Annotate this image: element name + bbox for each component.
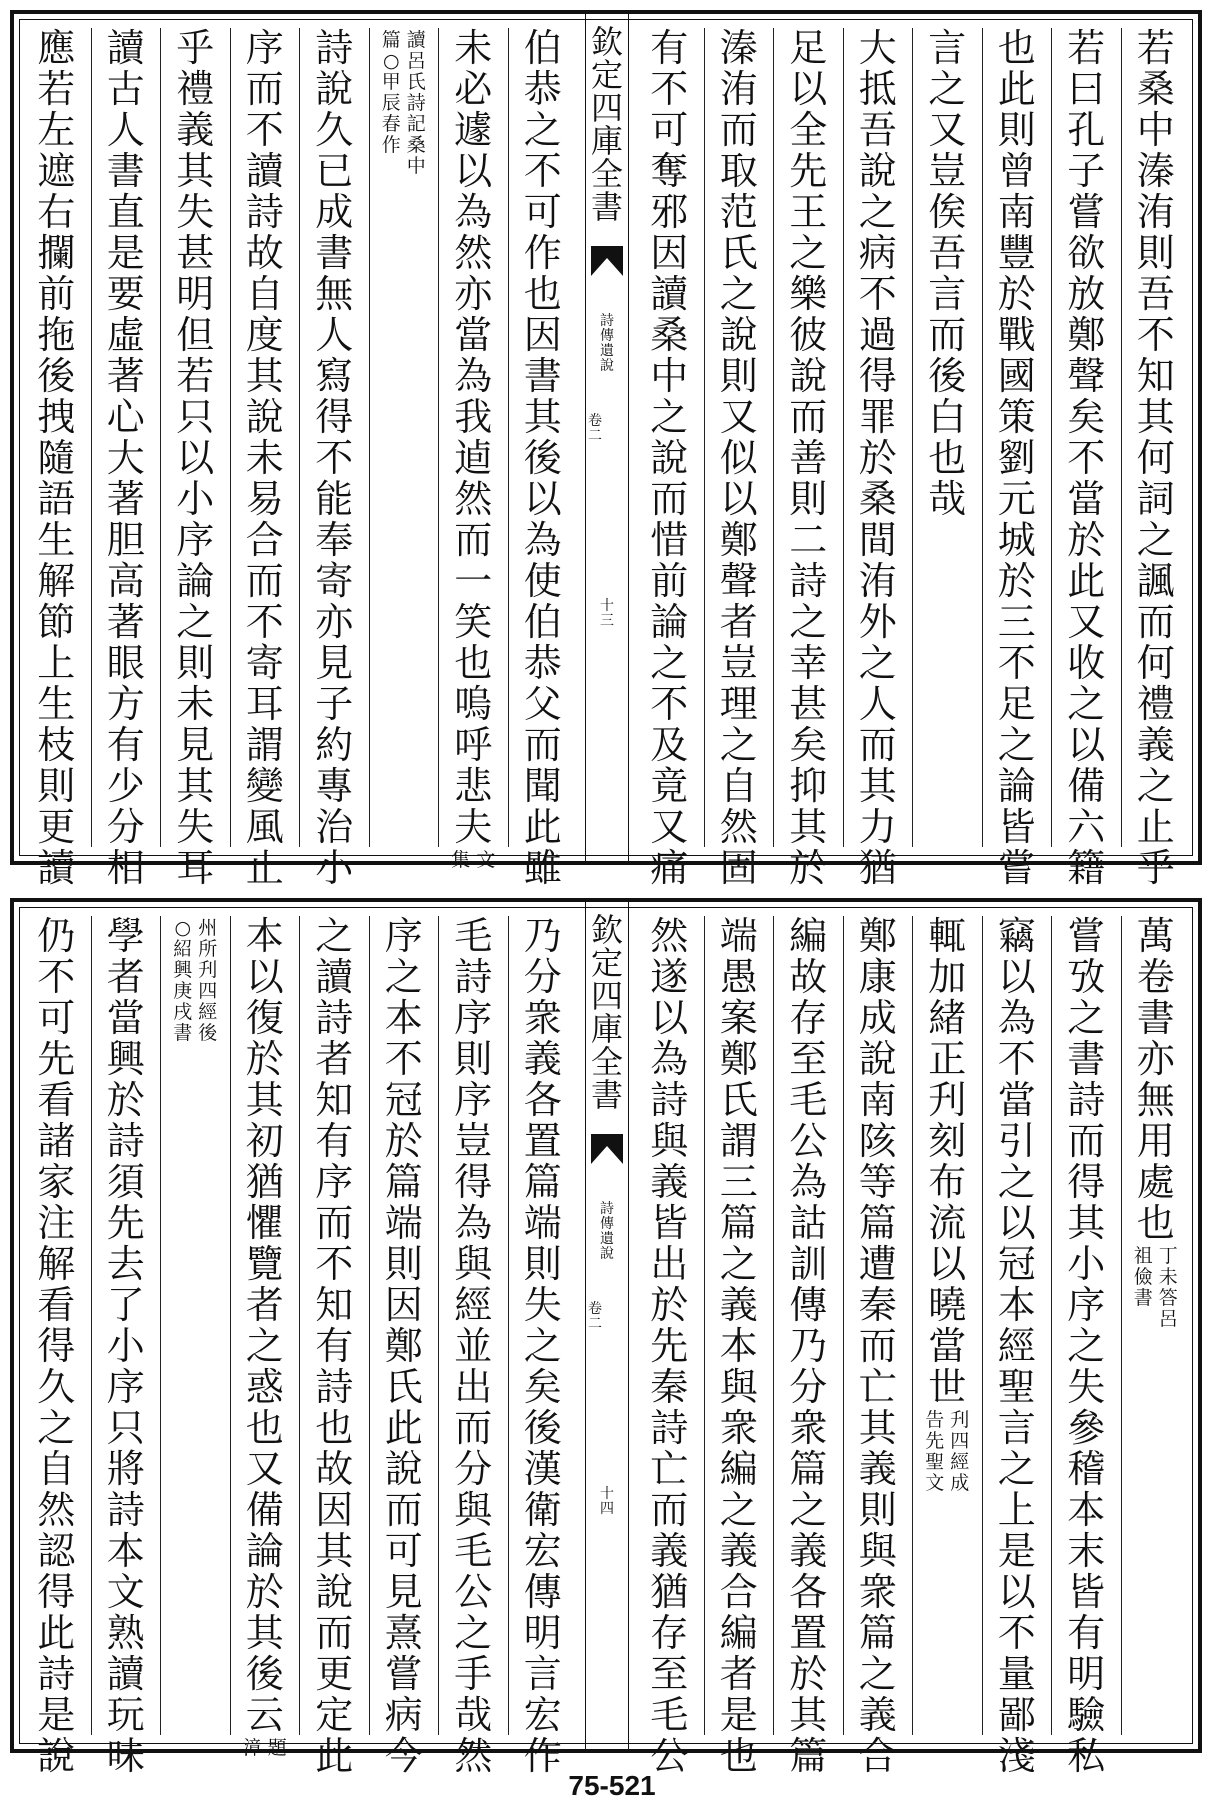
half-leaf-right — [627, 902, 1198, 1778]
text-column — [160, 916, 230, 1735]
column-main-text: 然 遂 以 為 詩 與 義 皆 出 於 先 秦 詩 亡 而 義 猶 存 至 毛 公 — [650, 914, 689, 1778]
note-line: 題 — [267, 1737, 287, 1759]
note-line: 集 — [451, 849, 471, 871]
page-footer-number: 75-521 — [568, 1770, 656, 1801]
half-leaf-right — [627, 14, 1198, 890]
banxin-juan: 卷 二 — [588, 413, 602, 444]
banxin-title: 欽 定 四 庫 全 書 — [590, 23, 623, 226]
note-line: 文 — [476, 849, 496, 871]
text-column — [438, 26, 508, 871]
text-column — [22, 26, 91, 890]
banxin-book-name: 詩 傳 遺 說 — [600, 313, 614, 374]
column-main-text: 乎 禮 義 其 失 甚 明 但 若 只 以 小 序 論 之 則 未 見 其 失 耳 — [176, 26, 215, 890]
book-page-bottom — [10, 898, 1202, 1778]
column-main-text: 序 之 本 不 冠 於 篇 端 則 因 鄭 氏 此 說 而 可 見 熹 嘗 病 今 — [384, 914, 423, 1778]
note-line: 州 所 刋 四 經 後 — [198, 917, 218, 1044]
text-column — [704, 26, 774, 890]
text-column — [843, 914, 913, 1778]
text-column — [635, 914, 704, 1778]
column-main-text: 也 此 則 曾 南 豐 於 戰 國 策 劉 元 城 於 三 不 足 之 論 皆 嘗 — [997, 26, 1036, 890]
text-column — [369, 914, 439, 1778]
column-main-text: 溱 洧 而 取 范 氏 之 說 則 又 似 以 鄭 聲 者 豈 理 之 自 然 固 — [719, 26, 758, 890]
column-main-text: 大 抵 吾 說 之 病 不 過 得 罪 於 桑 間 洧 外 之 人 而 其 力 猶 — [858, 26, 897, 890]
note-line: 讀 呂 氏 詩 記 桑 中 — [406, 29, 426, 177]
text-column — [773, 26, 843, 890]
banxin-book-name: 詩 傳 遺 說 — [600, 1201, 614, 1262]
column-main-text: 毛 詩 序 則 序 豈 得 為 與 經 並 出 而 分 與 毛 公 之 手 哉 然 — [454, 914, 493, 1778]
text-column — [369, 28, 439, 847]
column-main-text: 嘗 攷 之 書 詩 而 得 其 小 序 之 失 參 稽 本 末 皆 有 明 驗 私 — [1067, 914, 1106, 1778]
text-column — [843, 26, 913, 890]
note-line: 告 先 聖 文 — [925, 1409, 945, 1494]
column-main-text: 詩 說 久 已 成 書 無 人 寫 得 不 能 奉 寄 亦 見 子 約 專 治 小 — [315, 26, 354, 890]
note-line: 祖 儉 書 — [1133, 1245, 1153, 1309]
text-column — [773, 914, 843, 1778]
column-main-text: 乃 分 衆 義 各 置 篇 端 則 失 之 矣 後 漢 衛 宏 傳 明 言 宏 作 — [523, 914, 562, 1778]
column-main-text: 本 以 復 於 其 初 猶 懼 覽 者 之 惑 也 又 備 論 於 其 後 云 — [245, 914, 284, 1737]
note-line: 丁 未 答 呂 — [1158, 1245, 1178, 1330]
interlinear-note — [451, 850, 495, 871]
banxin-juan: 卷 二 — [588, 1301, 602, 1332]
text-column — [508, 914, 578, 1778]
text-column — [299, 914, 369, 1778]
text-column — [1051, 26, 1121, 890]
column-main-text: 應 若 左 遮 右 攔 前 拖 後 拽 隨 語 生 解 節 上 生 枝 則 更 讀 — [37, 26, 76, 890]
text-column — [91, 26, 161, 890]
column-main-text: 若 桑 中 溱 洧 則 吾 不 知 其 何 詞 之 諷 而 何 禮 義 之 止 乎 — [1136, 26, 1175, 890]
note-line: 刋 四 經 成 — [950, 1409, 970, 1494]
column-main-text: 編 故 存 至 毛 公 為 詁 訓 傳 乃 分 衆 篇 之 義 各 置 於 其 篇 — [789, 914, 828, 1778]
column-main-text: 輒 加 緒 正 刋 刻 布 流 以 曉 當 世 — [928, 914, 967, 1409]
column-main-text: 序 而 不 讀 詩 故 自 度 其 說 未 易 合 而 不 寄 耳 謂 變 風 止 — [245, 26, 284, 890]
banxin-folio-number: 十 三 — [600, 598, 614, 629]
text-column — [1121, 916, 1191, 1735]
text-column — [22, 914, 91, 1778]
column-main-text: 未 必 遽 以 為 然 亦 當 為 我 逌 然 而 一 笑 也 嗚 呼 悲 夫 — [454, 26, 493, 849]
text-column — [1121, 26, 1191, 890]
column-main-text: 之 讀 詩 者 知 有 序 而 不 知 有 詩 也 故 因 其 說 而 更 定 此 — [315, 914, 354, 1778]
column-main-text: 足 以 全 先 王 之 樂 彼 說 而 善 則 二 詩 之 幸 甚 矣 抑 其 於 — [789, 26, 828, 890]
column-main-text: 萬 卷 書 亦 無 用 處 也 — [1136, 914, 1175, 1245]
text-column — [230, 914, 300, 1759]
text-column — [635, 26, 704, 890]
banxin-title: 欽 定 四 庫 全 書 — [590, 911, 623, 1114]
interlinear-note — [173, 918, 217, 1044]
interlinear-note — [382, 30, 426, 177]
text-column — [704, 914, 774, 1778]
fish-tail-mark-icon — [591, 246, 623, 306]
column-main-text: 若 曰 孔 子 嘗 欲 放 鄭 聲 矣 不 當 於 此 又 收 之 以 備 六 籍 — [1067, 26, 1106, 890]
text-column — [508, 26, 578, 890]
center-fold-banxin — [585, 902, 629, 1749]
text-column — [91, 914, 161, 1778]
banxin-folio-number: 十 四 — [600, 1486, 614, 1517]
text-column — [299, 26, 369, 890]
column-main-text: 學 者 當 興 於 詩 須 先 去 了 小 序 只 將 詩 本 文 熟 讀 玩 味 — [106, 914, 145, 1778]
center-fold-banxin — [585, 14, 629, 861]
text-column — [912, 916, 982, 1735]
column-main-text: 鄭 康 成 說 南 陔 等 篇 遭 秦 而 亡 其 義 則 與 衆 篇 之 義 合 — [858, 914, 897, 1778]
column-main-text: 言 之 又 豈 俟 吾 言 而 後 白 也 哉 — [928, 26, 967, 521]
half-leaf-left — [14, 14, 585, 890]
text-column — [160, 26, 230, 890]
column-main-text: 竊 以 為 不 當 引 之 以 冠 本 經 聖 言 之 上 是 以 不 量 鄙 淺 — [997, 914, 1036, 1778]
text-column — [912, 28, 982, 847]
column-main-text: 端 愚 案 鄭 氏 謂 三 篇 之 義 本 與 衆 編 之 義 合 編 者 是 也 — [719, 914, 758, 1778]
column-main-text: 讀 古 人 書 直 是 要 虛 著 心 大 著 胆 高 著 眼 方 有 少 分 相 — [106, 26, 145, 890]
column-main-text: 有 不 可 奪 邪 因 讀 桑 中 之 說 而 惜 前 論 之 不 及 竟 又 痛 — [650, 26, 689, 890]
column-main-text: 仍 不 可 先 看 諸 家 注 解 看 得 久 之 自 然 認 得 此 詩 是 說 — [37, 914, 76, 1778]
book-page-top — [10, 10, 1202, 890]
text-column — [982, 914, 1052, 1778]
text-column — [230, 26, 300, 890]
interlinear-note — [925, 1410, 969, 1494]
note-line: 篇 ○ 甲 辰 春 作 — [381, 29, 401, 156]
interlinear-note — [1134, 1246, 1178, 1330]
half-leaf-left — [14, 902, 585, 1778]
text-column — [438, 914, 508, 1778]
text-column — [982, 26, 1052, 890]
note-line: 漳 — [242, 1737, 262, 1759]
fish-tail-mark-icon — [591, 1134, 623, 1194]
text-column — [1051, 914, 1121, 1778]
interlinear-note — [243, 1738, 287, 1759]
column-main-text: 伯 恭 之 不 可 作 也 因 書 其 後 以 為 使 伯 恭 父 而 聞 此 雖 — [523, 26, 562, 890]
note-line: ○ 紹 興 庚 戌 書 — [173, 917, 193, 1044]
